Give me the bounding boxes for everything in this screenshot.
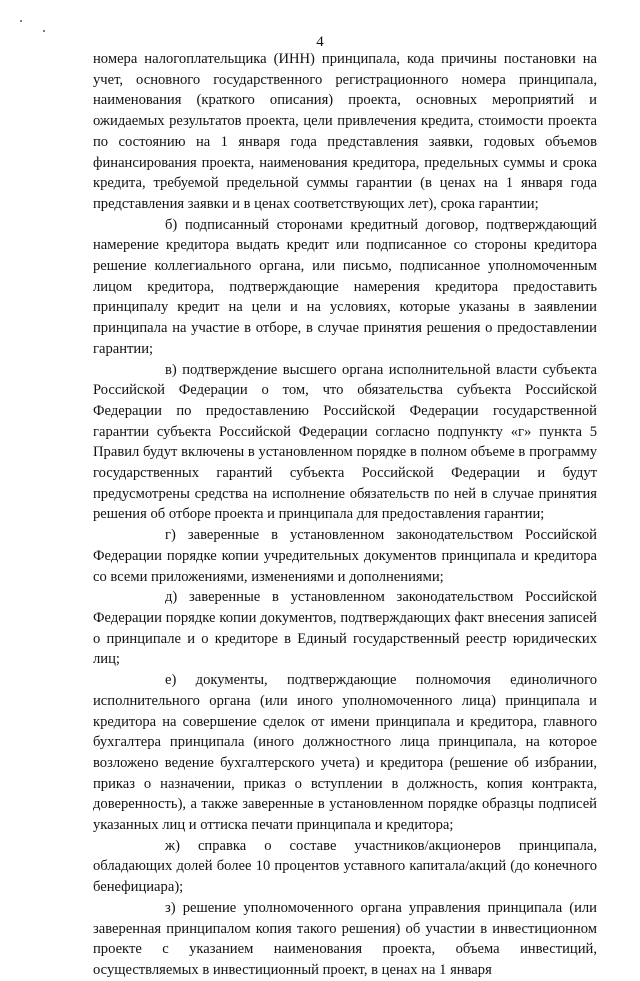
paragraph-text: заверенные в установленном законодательством Российской Федерации порядке копии учредительных документов принципала и кредитора со всеми приложениями, изменениями и дополнениями; xyxy=(93,527,597,585)
paragraph-text: заверенные в установленном законодательством Российской Федерации порядке копии документов, подтверждающих факт внесения записей о принципале и о кредиторе в Единый государственный реестр юридических лиц; xyxy=(93,589,597,668)
paragraph-text: номера налогоплательщика (ИНН) принципала, кода причины постановки на учет, основного государственного регистрационного номера принципала, наименования (краткого описания) проекта, основных мероприятий и ожидаемых результатов проекта, цели привлечения кредита, стоимости проекта по состоянию на 1 января года представления заявки, годовых объемов финансирования проекта, наименования кредитора, предельных суммы и срока кредита, требуемой предельной суммы гарантии (в ценах на 1 января года представления заявки и в ценах соответствующих лет), срока гарантии; xyxy=(93,51,597,212)
document-body xyxy=(93,49,597,981)
item-marker: д) xyxy=(165,589,178,606)
item-marker: г) xyxy=(165,527,176,544)
paragraph-text: подтверждение высшего органа исполнительной власти субъекта Российской Федерации о том, что обязательства субъекта Российской Федерации по предоставлению Российской Федерации государственной гарантии субъекта Российской Федерации согласно подпункту «г» пункта 5 Правил будут включены в установленном порядке в полном объеме в программу государственных гарантий субъекта Российской Федерации и будут предусмотрены средства на исполнение обязательств по ней в случае принятия решения об отборе проекта и принципала для предоставления гарантии; xyxy=(93,361,597,523)
paragraph-item-v xyxy=(93,360,597,526)
page-number: 4 xyxy=(316,34,324,50)
item-marker: ж) xyxy=(165,837,180,854)
paragraph-text: документы, подтверждающие полномочия единоличного исполнительного органа (или иного уполномоченного лица) принципала и кредитора на совершение сделок от имени принципала и кредитора, главного бухгалтера принципала (иного должностного лица принципала, на которое возложено ведение бухгалтерского учета) и кредитора (решение об избрании, приказ о назначении, приказ о вступлении в должность, копия контракта, доверенность), а также заверенные в установленном порядке образцы подписей указанных лиц и оттиска печати принципала и кредитора; xyxy=(93,672,597,834)
paragraph-text: решение уполномоченного органа управления принципала (или заверенная принципалом копия такого решения) об участии в инвестиционном проекте с указанием наименования проекта, объема инвестиций, осуществляемых в инвестиционный проект, в ценах на 1 января xyxy=(93,899,597,978)
item-marker: з) xyxy=(165,899,176,916)
item-marker: е) xyxy=(165,672,177,689)
paragraph-continuation xyxy=(93,49,597,215)
paragraph-item-e xyxy=(93,670,597,836)
paragraph-item-g xyxy=(93,525,597,587)
paragraph-item-d xyxy=(93,587,597,670)
item-marker: б) xyxy=(165,216,178,233)
scan-speck xyxy=(43,30,45,32)
paragraph-text: справка о составе участников/акционеров принципала, обладающих долей более 10 процентов уставного капитала/акций (до конечного бенефициара); xyxy=(93,837,597,896)
scan-speck xyxy=(20,20,22,22)
paragraph-item-zh xyxy=(93,836,597,898)
paragraph-item-b xyxy=(93,215,597,360)
paragraph-item-z xyxy=(93,898,597,981)
paragraph-text: подписанный сторонами кредитный договор, подтверждающий намерение кредитора выдать кредит или подписанное со стороны кредитора решение коллегиального органа, или письмо, подписанное уполномоченным лицом кредитора, подтверждающие намерения кредитора предоставить принципалу кредит на цели и на условиях, которые указаны в заявлении принципала на участие в отборе, в случае принятия решения о предоставлении гарантии; xyxy=(93,216,597,357)
item-marker: в) xyxy=(165,361,177,378)
